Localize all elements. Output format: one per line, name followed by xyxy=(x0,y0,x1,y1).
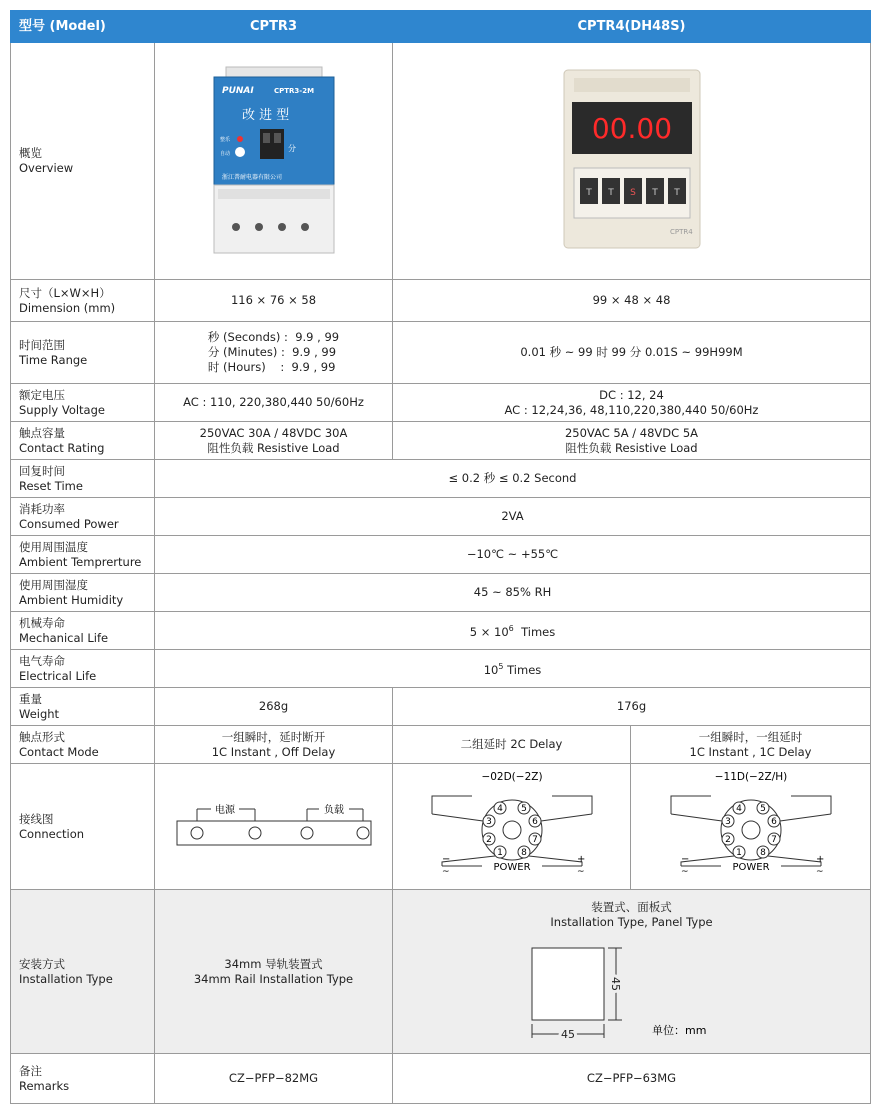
row-overview xyxy=(11,43,871,280)
label-installation xyxy=(11,890,155,1054)
cptr4-installation: 装置式、面板式 Installation Type, Panel Type 45 45 单位：mm xyxy=(393,890,871,1054)
label-cn: 使用周围湿度 xyxy=(19,577,88,592)
label-en: Reset Time xyxy=(19,478,83,493)
cptr4-wiring-diagram-a xyxy=(412,766,612,884)
svg-text:6: 6 xyxy=(531,816,538,827)
label-cn: 触点容量 xyxy=(19,425,65,440)
svg-text:−: − xyxy=(441,853,450,865)
cptr3-weight: 268g xyxy=(155,688,393,726)
key-row xyxy=(580,178,686,204)
svg-text:~: ~ xyxy=(441,866,450,877)
svg-text:+: + xyxy=(576,853,585,865)
label-contact-mode xyxy=(11,726,155,764)
label-dimension xyxy=(11,280,155,322)
cptr4-weight: 176g xyxy=(393,688,871,726)
label-en: Overview xyxy=(19,161,74,175)
svg-text:2: 2 xyxy=(485,834,492,845)
white-indicator xyxy=(235,147,245,157)
cptr3-supply-voltage: AC : 110, 220,380,440 50/60Hz xyxy=(155,384,393,422)
ambient-temp-value: −10℃ ~ +55℃ xyxy=(155,536,871,574)
brand-text: PUNAI xyxy=(221,86,254,96)
svg-text:~: ~ xyxy=(815,866,824,877)
cptr4-connection-b xyxy=(631,764,871,890)
label-en: Contact Mode xyxy=(19,744,99,759)
label-en: Connection xyxy=(19,826,85,841)
cptr3-connection xyxy=(155,764,393,890)
svg-text:+: + xyxy=(815,853,824,865)
load-label: 负载 xyxy=(323,804,344,816)
label-cn: 尺寸（L×W×H） xyxy=(19,285,111,300)
header-cptr3: CPTR3 xyxy=(155,11,393,43)
led-indicator xyxy=(237,136,243,142)
label-cn: 机械寿命 xyxy=(19,615,65,630)
mechanical-life-value: $5 \times 10^6$ Times xyxy=(155,612,871,650)
row-ambient-temp xyxy=(11,536,871,574)
svg-text:1: 1 xyxy=(496,847,503,858)
svg-text:5: 5 xyxy=(759,803,766,814)
title-text: 改 进 型 xyxy=(241,108,289,123)
label-en: Remarks xyxy=(19,1078,70,1093)
cptr3-device-image xyxy=(204,59,344,259)
svg-text:3: 3 xyxy=(485,816,492,827)
label-cn: 额定电压 xyxy=(19,387,65,402)
label-ambient-temp xyxy=(11,536,155,574)
cptr3-installation: 34mm 导轨装置式 34mm Rail Installation Type xyxy=(155,890,393,1054)
unit-text: 分 xyxy=(287,144,296,153)
label-cn: 备注 xyxy=(19,1063,42,1078)
spec-table xyxy=(10,10,871,1104)
label-remarks xyxy=(11,1054,155,1104)
ambient-humidity-value: 45 ~ 85% RH xyxy=(155,574,871,612)
dim-width: 45 xyxy=(560,1027,575,1041)
cptr3-wiring-diagram xyxy=(169,795,379,855)
ind1-text: 整乐 xyxy=(219,137,230,143)
cptr4-time-range: 0.01 秒 ~ 99 时 99 分 0.01S ~ 99H99M xyxy=(393,322,871,384)
label-en: Installation Type xyxy=(19,971,113,986)
label-en: Contact Rating xyxy=(19,440,105,455)
label-cn: 时间范围 xyxy=(19,337,65,352)
cptr4-supply-voltage: DC : 12, 24 AC : 12,24,36, 48,110,220,380,440 50/60Hz xyxy=(393,384,871,422)
cptr4-remarks: CZ−PFP−63MG xyxy=(393,1054,871,1104)
row-reset-time xyxy=(11,460,871,498)
power-label: POWER xyxy=(731,861,770,873)
svg-text:~: ~ xyxy=(680,866,689,877)
label-cn: 消耗功率 xyxy=(19,501,65,516)
row-time-range xyxy=(11,322,871,384)
header-cptr4: CPTR4(DH48S) xyxy=(393,11,871,43)
label-cn: 接线图 xyxy=(19,811,54,826)
model-text: CPTR3-2M xyxy=(273,87,314,95)
label-cn: 电气寿命 xyxy=(19,653,65,668)
svg-text:8: 8 xyxy=(520,847,527,858)
svg-text:1: 1 xyxy=(735,847,742,858)
svg-text:6: 6 xyxy=(770,816,777,827)
cptr4-wiring-diagram-b xyxy=(651,766,851,884)
label-en: Ambient Humidity xyxy=(19,592,124,607)
label-reset-time xyxy=(11,460,155,498)
label-cn: 使用周围温度 xyxy=(19,539,88,554)
cptr4-contact-mode-a: 二组延时 2C Delay xyxy=(393,726,631,764)
svg-text:7: 7 xyxy=(531,834,538,845)
diagram-b-title: −11D(−2Z/H) xyxy=(714,770,787,783)
svg-text:7: 7 xyxy=(770,834,777,845)
cptr3-contact-rating: 250VAC 30A / 48VDC 30A 阻性负载 Resistive Load xyxy=(155,422,393,460)
label-en: Consumed Power xyxy=(19,516,119,531)
panel-cutout-diagram xyxy=(502,934,762,1044)
cptr4-contact-mode-b: 一组瞬时，一组延时 1C Instant , 1C Delay xyxy=(631,726,871,764)
cptr4-connection-a xyxy=(393,764,631,890)
dim-height: 45 xyxy=(608,976,622,991)
label-en: Mechanical Life xyxy=(19,630,109,645)
row-contact-mode xyxy=(11,726,871,764)
time-hours: 时 (Hours) : 9.9 , 99 xyxy=(207,360,336,374)
row-mechanical-life xyxy=(11,612,871,650)
unit-label: 单位：mm xyxy=(651,1023,706,1037)
cptr4-image xyxy=(393,43,871,280)
cptr4-dimension: 99 × 48 × 48 xyxy=(393,280,871,322)
label-cn: 回复时间 xyxy=(19,463,65,478)
label-en: Ambient Temprerture xyxy=(19,554,142,569)
header-row xyxy=(11,11,871,43)
row-installation xyxy=(11,890,871,1054)
svg-text:T: T xyxy=(585,188,592,198)
label-time-range xyxy=(11,322,155,384)
row-dimension xyxy=(11,280,871,322)
label-en: Electrical Life xyxy=(19,668,97,683)
time-minutes: 分 (Minutes) : 9.9 , 99 xyxy=(207,345,337,359)
row-remarks xyxy=(11,1054,871,1104)
cptr3-dimension: 116 × 76 × 58 xyxy=(155,280,393,322)
row-ambient-humidity xyxy=(11,574,871,612)
row-weight xyxy=(11,688,871,726)
svg-text:−: − xyxy=(680,853,689,865)
maker-text: 浙江普耐电器有限公司 xyxy=(221,174,282,181)
label-supply-voltage xyxy=(11,384,155,422)
label-en: Dimension (mm) xyxy=(19,300,116,315)
header-model: 型号 (Model) xyxy=(11,11,155,43)
svg-text:3: 3 xyxy=(724,816,731,827)
svg-text:T: T xyxy=(651,188,658,198)
label-electrical-life xyxy=(11,650,155,688)
cptr4-device-image xyxy=(552,64,712,254)
ind2-text: 自动 xyxy=(219,151,230,157)
row-supply-voltage xyxy=(11,384,871,422)
row-connection xyxy=(11,764,871,890)
power-label: 电源 xyxy=(214,804,235,816)
label-en: Supply Voltage xyxy=(19,402,105,417)
svg-text:T: T xyxy=(673,188,680,198)
cptr4-contact-rating: 250VAC 5A / 48VDC 5A 阻性负载 Resistive Load xyxy=(393,422,871,460)
electrical-life-value: $10^5$ Times xyxy=(155,650,871,688)
cptr3-time-range xyxy=(155,322,393,384)
svg-text:4: 4 xyxy=(735,803,742,814)
reset-time-value: ≤ 0.2 秒 ≤ 0.2 Second xyxy=(155,460,871,498)
time-seconds: 秒 (Seconds) : 9.9 , 99 xyxy=(207,330,340,344)
svg-text:S: S xyxy=(629,188,636,198)
label-en: Weight xyxy=(19,706,60,721)
label-cn: 概览 xyxy=(19,146,42,160)
label-contact-rating xyxy=(11,422,155,460)
svg-text:8: 8 xyxy=(759,847,766,858)
label-weight xyxy=(11,688,155,726)
row-consumed-power xyxy=(11,498,871,536)
label-connection xyxy=(11,764,155,890)
consumed-power-value: 2VA xyxy=(155,498,871,536)
label-en: Time Range xyxy=(19,352,88,367)
svg-text:5: 5 xyxy=(520,803,527,814)
svg-text:4: 4 xyxy=(496,803,503,814)
cptr3-contact-mode: 一组瞬时，延时断开 1C Instant , Off Delay xyxy=(155,726,393,764)
label-cn: 触点形式 xyxy=(19,729,65,744)
label-cn: 重量 xyxy=(19,691,42,706)
label-mechanical-life xyxy=(11,612,155,650)
led-display: 00.00 xyxy=(591,112,672,145)
cptr4-brand: CPTR4 xyxy=(669,228,693,236)
svg-text:T: T xyxy=(607,188,614,198)
svg-text:~: ~ xyxy=(576,866,585,877)
svg-text:2: 2 xyxy=(724,834,731,845)
cptr3-remarks: CZ−PFP−82MG xyxy=(155,1054,393,1104)
cptr3-image xyxy=(155,43,393,280)
row-contact-rating xyxy=(11,422,871,460)
label-cn: 安装方式 xyxy=(19,956,65,971)
label-ambient-humidity xyxy=(11,574,155,612)
power-label: POWER xyxy=(492,861,531,873)
diagram-a-title: −02D(−2Z) xyxy=(480,770,543,783)
label-overview xyxy=(11,43,155,280)
row-electrical-life xyxy=(11,650,871,688)
label-consumed-power xyxy=(11,498,155,536)
